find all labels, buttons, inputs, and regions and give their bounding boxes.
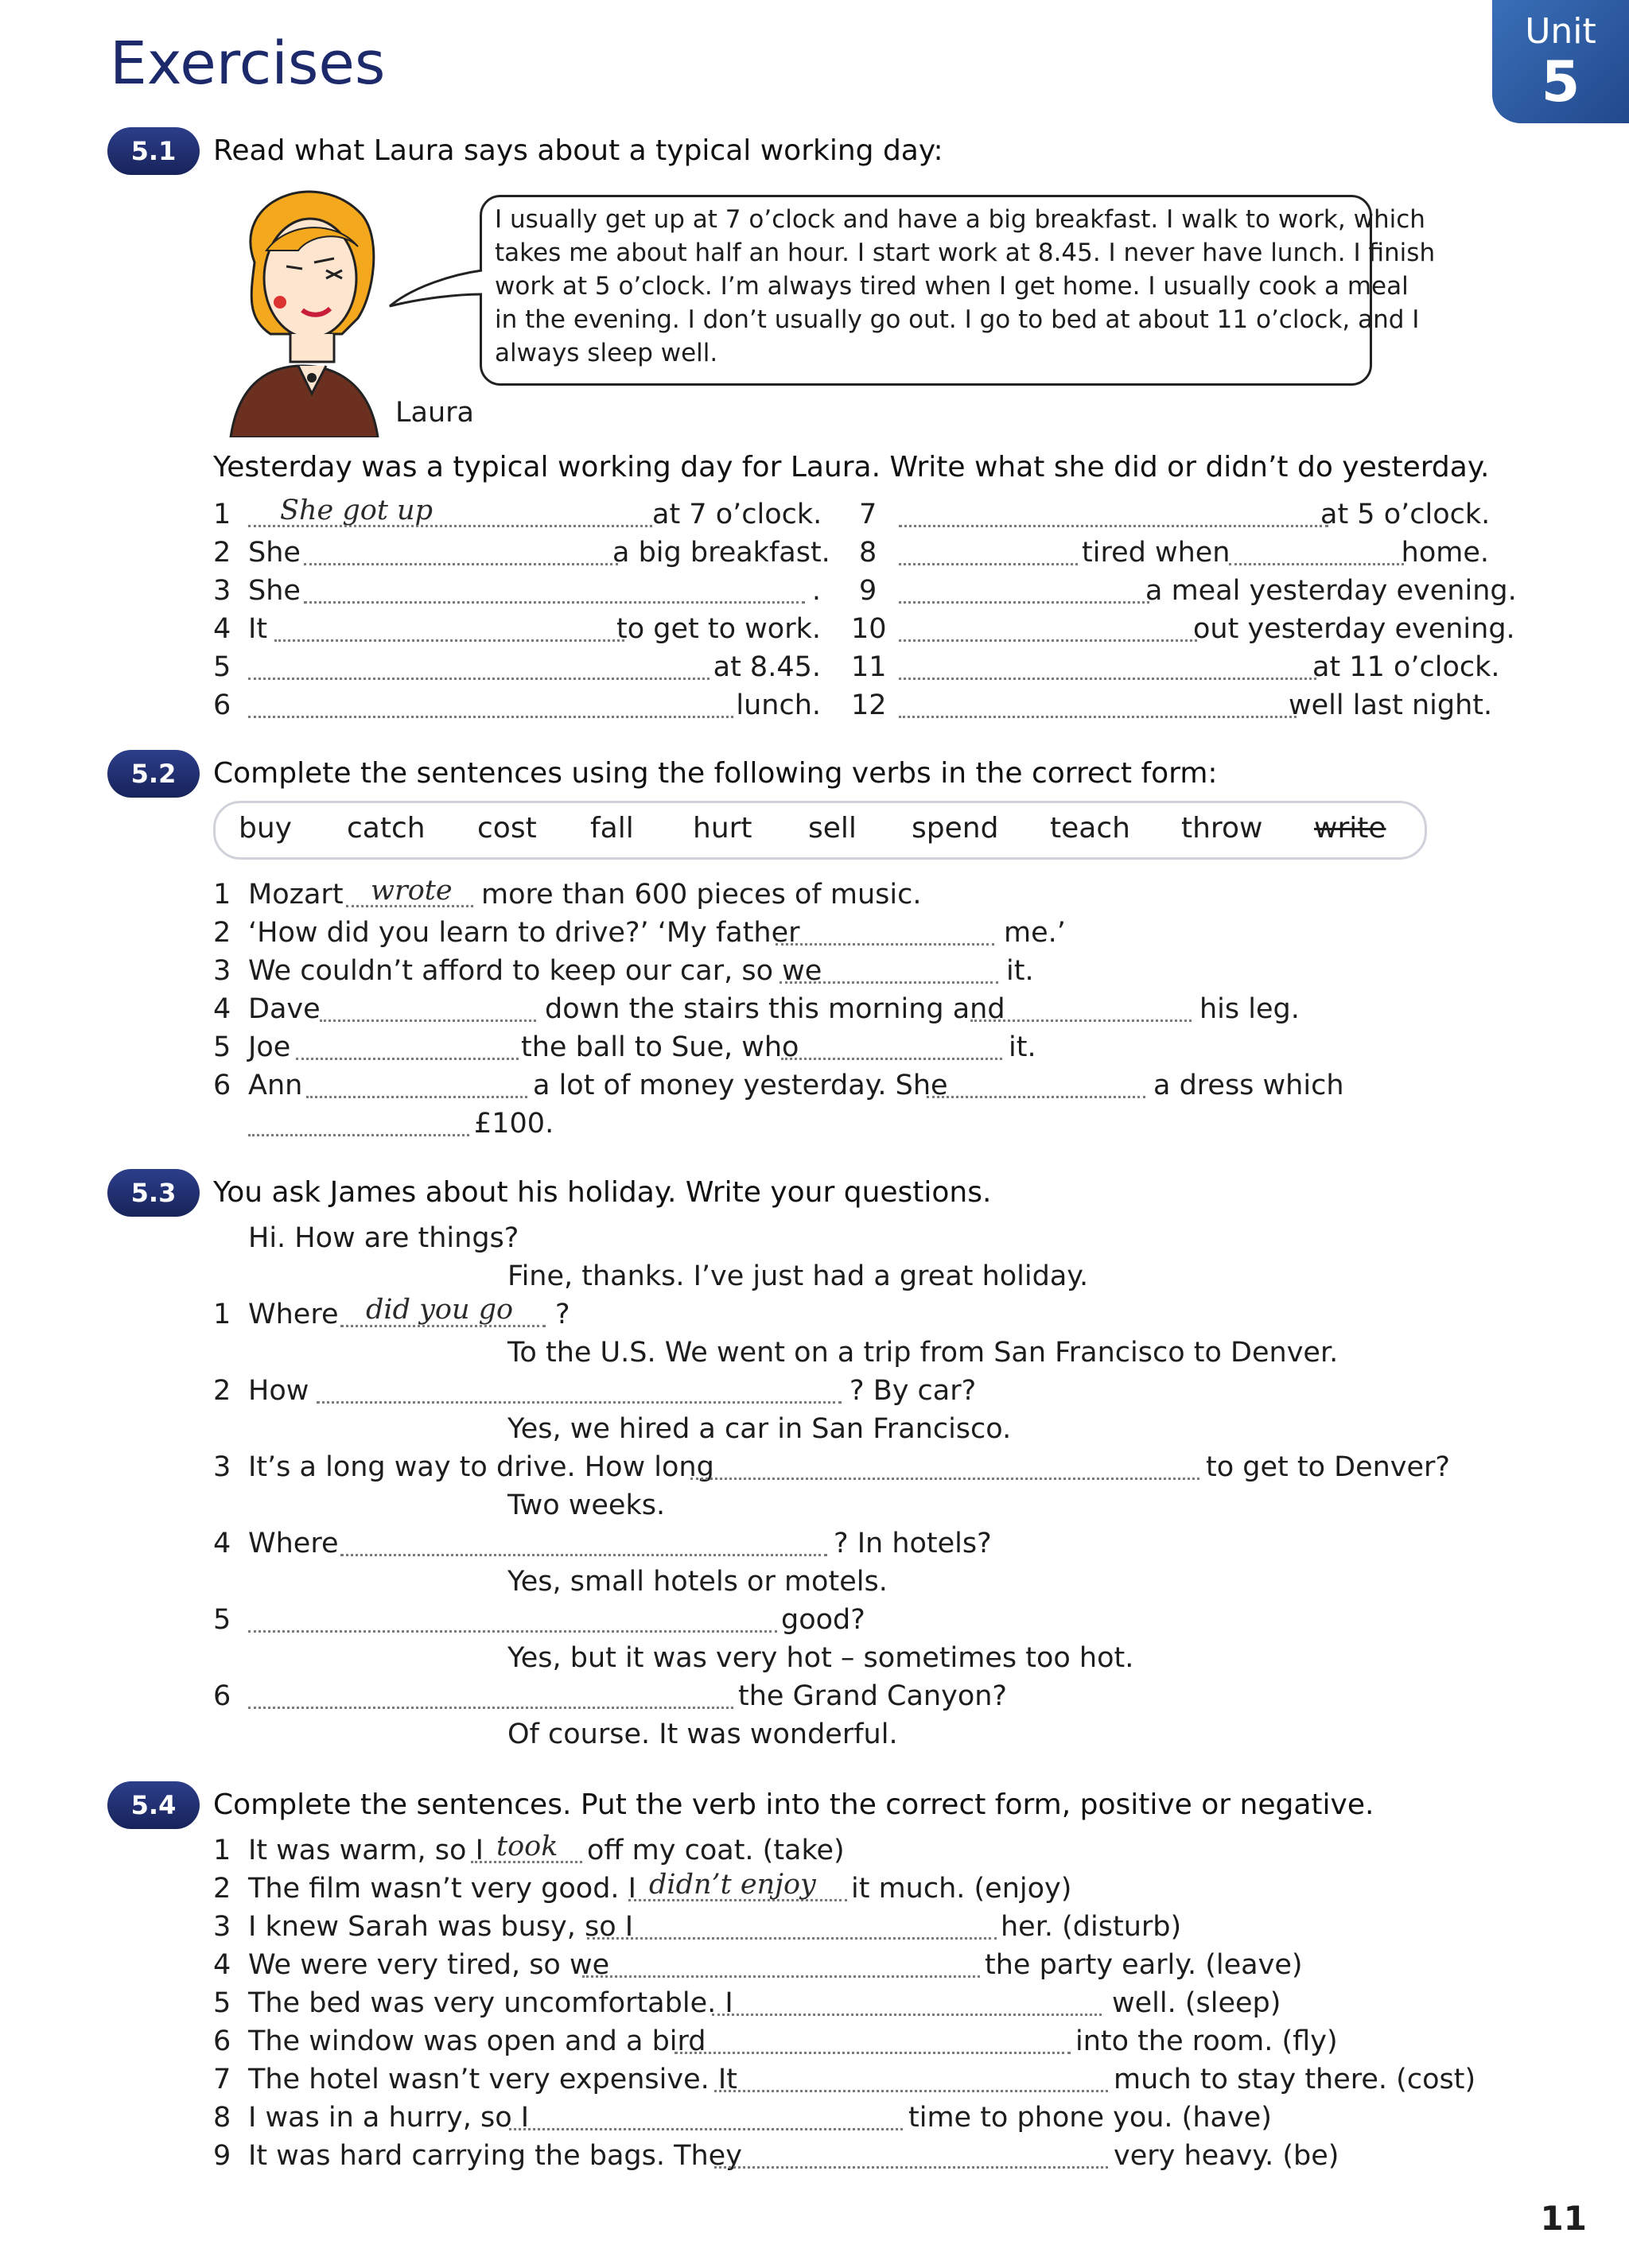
speech-bubble-text [495,203,1435,370]
item-number: 4 [213,1949,231,1981]
handwritten-answer: didn’t enjoy [649,1869,816,1901]
bubble-line: I usually get up at 7 o’clock and have a big breakfast. I walk to work, which [495,205,1425,234]
item-text: How [248,1375,309,1407]
dialogue-reply: Of course. It was wonderful. [507,1718,898,1750]
item-text: at 5 o’clock. [1320,499,1491,530]
speech-bubble-tail [382,262,485,318]
handwritten-answer: took [496,1831,558,1862]
answer-blank [776,943,994,946]
item-text: out yesterday evening. [1193,613,1515,645]
answer-blank [780,981,998,984]
answer-blank [899,716,1297,718]
answer-blank [509,2128,903,2130]
item-text: Mozart [248,879,344,911]
item-text: I was in a hurry, so I [248,2102,530,2134]
item-text: the Grand Canyon? [738,1680,1008,1712]
answer-blank [714,2090,1108,2092]
answer-blank [899,601,1149,604]
dialogue-reply: Yes, we hired a car in San Francisco. [507,1413,1012,1445]
answer-blank [248,1707,733,1709]
bubble-line: work at 5 o’clock. I’m always tired when I get home. I usually cook a meal [495,272,1409,301]
task-instruction-5-1: Yesterday was a typical working day for Laura. Write what she did or didn’t do yesterday. [213,451,1490,484]
item-text: me.’ [1004,917,1066,949]
item-text: The window was open and a bird [248,2025,706,2057]
item-text: Joe [248,1031,291,1063]
item-number: 6 [213,1680,231,1712]
verb-spend: spend [912,812,999,845]
item-number: 3 [213,575,231,607]
verb-throw: throw [1181,812,1263,845]
verb-fall: fall [590,812,634,845]
item-text: Where [248,1528,339,1559]
answer-blank [320,1019,536,1022]
unit-tab [1492,0,1629,123]
item-text: a lot of money yesterday. She [533,1070,948,1101]
item-text: We couldn’t afford to keep our car, so we [248,955,822,987]
item-number: 3 [213,1911,231,1943]
answer-blank [582,1975,980,1978]
answer-blank [970,1019,1192,1022]
dialogue-reply: To the U.S. We went on a trip from San Francisco to Denver. [507,1337,1339,1369]
item-text: It was warm, so I [248,1835,484,1866]
item-number: 6 [213,689,231,721]
verb-teach: teach [1050,812,1130,845]
item-text: She [248,537,301,569]
item-text: her. (disturb) [1001,1911,1182,1943]
item-text: his leg. [1199,993,1300,1025]
laura-illustration [223,175,382,437]
dialogue-reply: Yes, small hotels or motels. [507,1566,888,1598]
item-number: 2 [213,917,231,949]
item-number: 2 [213,1873,231,1905]
item-text: well last night. [1289,689,1493,721]
handwritten-answer: She got up [280,495,433,526]
item-number: 10 [851,613,887,645]
item-text: Where [248,1299,339,1330]
item-text: . [811,575,821,607]
item-number: 11 [851,651,887,683]
item-number: 9 [213,2140,231,2172]
answer-blank [306,1096,527,1098]
answer-blank [1229,563,1404,565]
item-text: more than 600 pieces of music. [481,879,922,911]
exercise-badge-5-3: 5.3 [107,1169,200,1217]
answer-blank [248,716,733,718]
answer-blank [248,1630,777,1633]
answer-blank [274,639,624,642]
item-text: at 8.45. [713,651,821,683]
item-number: 4 [213,993,231,1025]
item-number: 1 [213,879,231,911]
item-text: We were very tired, so we [248,1949,610,1981]
exercise-instruction-5-3: You ask James about his holiday. Write your questions. [213,1176,992,1209]
item-text: The film wasn’t very good. I [248,1873,636,1905]
unit-label: Unit [1525,11,1596,52]
item-number: 8 [859,537,877,569]
item-text: off my coat. (take) [587,1835,845,1866]
item-number: 3 [213,1451,231,1483]
item-text: It’s a long way to drive. How long [248,1451,714,1483]
item-text: well. (sleep) [1112,1987,1281,2019]
item-text: into the room. (fly) [1075,2025,1338,2057]
item-text: it much. (enjoy) [851,1873,1072,1905]
page-number: 11 [1540,2199,1587,2238]
item-text: ‘How did you learn to drive?’ ‘My father [248,917,800,949]
exercise-instruction-5-2: Complete the sentences using the following verbs in the correct form: [213,757,1218,790]
verb-buy: buy [239,812,292,845]
item-text: It [248,613,268,645]
item-text: ? [555,1299,570,1330]
item-text: very heavy. (be) [1114,2140,1339,2172]
verb-catch: catch [347,812,426,845]
item-number: 3 [213,955,231,987]
item-number: 7 [213,2064,231,2095]
item-text: The hotel wasn’t very expensive. It [248,2064,737,2095]
item-number: 2 [213,537,231,569]
item-text: Dave [248,993,321,1025]
item-number: 4 [213,1528,231,1559]
item-text: to get to Denver? [1206,1451,1451,1483]
item-text: it. [1009,1031,1036,1063]
answer-blank [317,1401,842,1404]
item-text: at 7 o’clock. [652,499,822,530]
item-number: 8 [213,2102,231,2134]
item-number: 2 [213,1375,231,1407]
verb-write-crossed: write [1314,812,1386,845]
item-text: ? In hotels? [834,1528,992,1559]
item-text: lunch. [736,689,821,721]
answer-blank [899,525,1328,527]
handwritten-answer: wrote [371,875,453,907]
item-number: 1 [213,1299,231,1330]
item-text: the party early. (leave) [985,1949,1303,1981]
answer-blank [690,1478,1199,1480]
item-text: at 11 o’clock. [1312,651,1500,683]
answer-blank [304,563,618,565]
verb-hurt: hurt [693,812,752,845]
item-text: the ball to Sue, who [521,1031,799,1063]
verb-sell: sell [808,812,857,845]
item-text: Ann [248,1070,303,1101]
bubble-line: always sleep well. [495,339,718,367]
verb-cost: cost [477,812,537,845]
item-text: a meal yesterday evening. [1145,575,1517,607]
item-text: It was hard carrying the bags. They [248,2140,742,2172]
answer-blank [927,1096,1145,1098]
item-text: £100. [474,1108,554,1140]
answer-blank [248,678,710,680]
item-number: 9 [859,575,877,607]
item-text: home. [1401,537,1489,569]
unit-number: 5 [1541,49,1580,115]
answer-blank [587,1937,997,1940]
exercise-instruction-5-4: Complete the sentences. Put the verb into the correct form, positive or negative. [213,1788,1374,1821]
item-number: 5 [213,651,231,683]
dialogue-line: Hi. How are things? [248,1222,519,1254]
answer-blank [304,601,805,604]
dialogue-reply: Two weeks. [507,1489,666,1521]
item-text: time to phone you. (have) [908,2102,1272,2134]
answer-blank [899,639,1197,642]
answer-blank [781,1058,1002,1060]
handwritten-answer: did you go [366,1294,514,1326]
item-number: 5 [213,1604,231,1636]
bubble-line: takes me about half an hour. I start work at 8.45. I never have lunch. I finish [495,239,1436,267]
item-number: 12 [851,689,887,721]
answer-blank [340,1554,827,1556]
item-text: ? By car? [849,1375,977,1407]
item-text: it. [1006,955,1034,987]
item-text: down the stairs this morning and [545,993,1005,1025]
item-number: 7 [859,499,877,530]
answer-blank [248,1134,469,1136]
item-text: a big breakfast. [612,537,830,569]
item-text: She [248,575,301,607]
answer-blank [714,2166,1108,2169]
item-number: 4 [213,613,231,645]
item-number: 6 [213,1070,231,1101]
dialogue-reply: Fine, thanks. I’ve just had a great holiday. [507,1260,1089,1292]
item-text: to get to work. [616,613,821,645]
exercise-badge-5-1: 5.1 [107,127,200,175]
answer-blank [675,2052,1071,2054]
exercise-badge-5-2: 5.2 [107,750,200,798]
item-number: 1 [213,1835,231,1866]
item-text: I knew Sarah was busy, so I [248,1911,634,1943]
bubble-line: in the evening. I don’t usually go out. I go to bed at about 11 o’clock, and I [495,305,1420,334]
item-text: good? [781,1604,865,1636]
item-text: a dress which [1153,1070,1344,1101]
item-text: much to stay there. (cost) [1114,2064,1476,2095]
answer-blank [899,678,1316,680]
item-text: tired when [1082,537,1230,569]
answer-blank [296,1058,519,1060]
item-number: 6 [213,2025,231,2057]
item-number: 1 [213,499,231,530]
exercise-badge-5-4: 5.4 [107,1781,200,1829]
character-name: Laura [395,397,474,429]
exercise-instruction-5-1: Read what Laura says about a typical working day: [213,134,943,167]
page-title: Exercises [110,29,386,98]
answer-blank [899,563,1078,565]
item-number: 5 [213,1031,231,1063]
item-text: The bed was very uncomfortable. I [248,1987,733,2019]
answer-blank [712,2014,1102,2016]
item-number: 5 [213,1987,231,2019]
dialogue-reply: Yes, but it was very hot – sometimes too hot. [507,1642,1134,1674]
